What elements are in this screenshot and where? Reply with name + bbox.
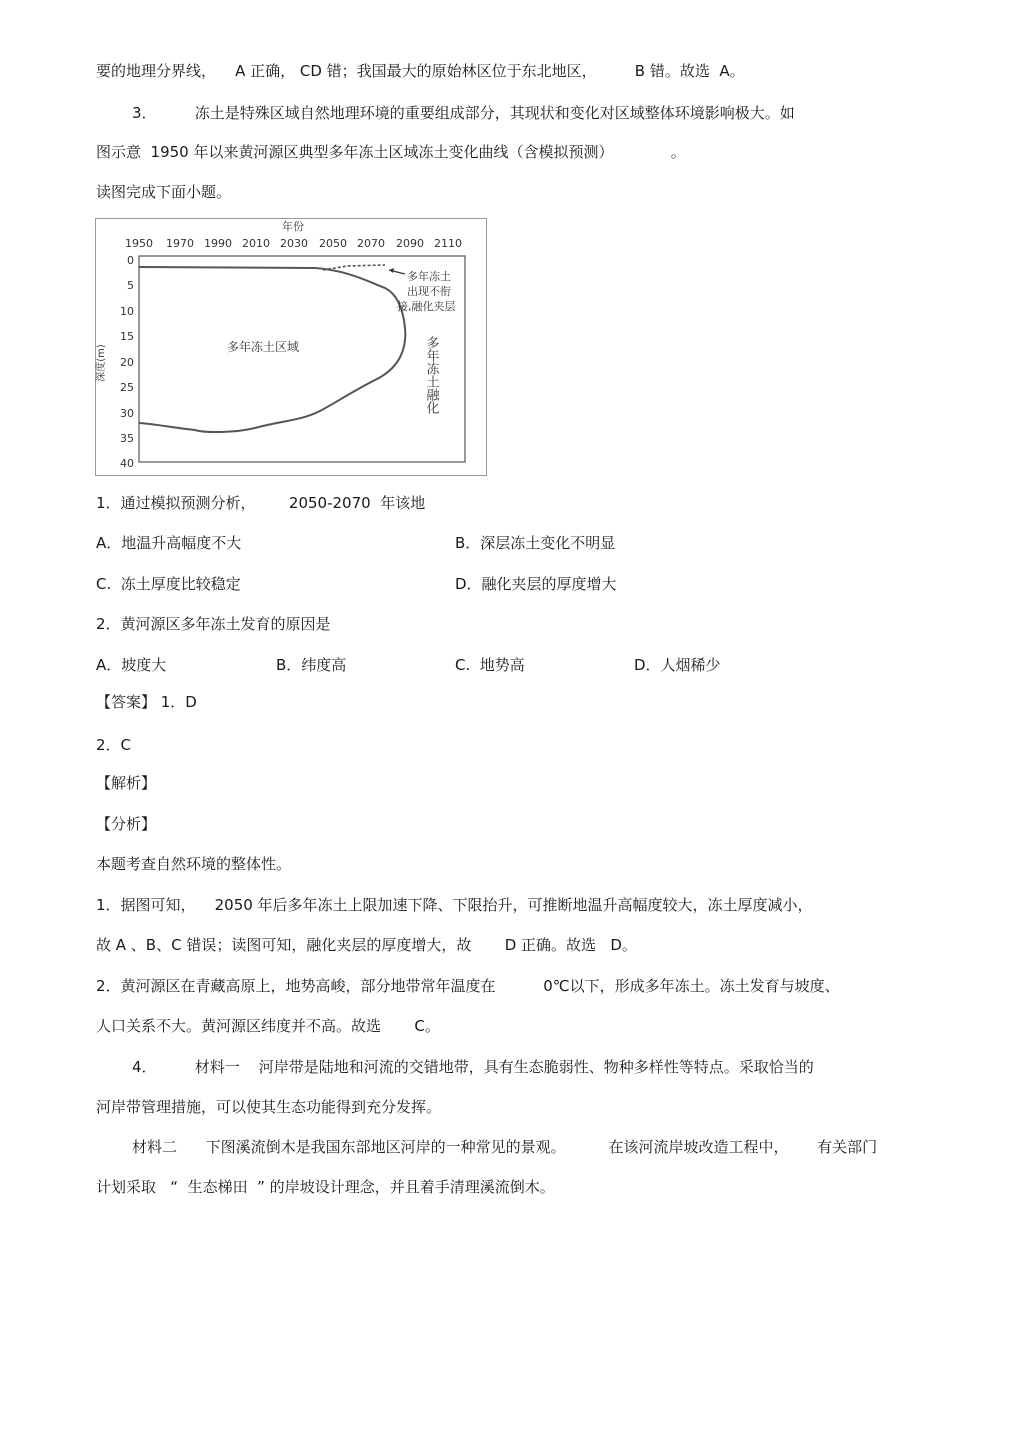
y-axis-title: 深度(m)	[96, 344, 107, 382]
x-tick: 2030	[280, 237, 308, 250]
answer-heading: 【答案】 1．D	[96, 693, 197, 711]
analysis-text: 本题考查自然环境的整体性。	[96, 855, 292, 873]
answer-2: 2．C	[96, 736, 132, 754]
vertical-label: 多年冻土融化	[423, 336, 439, 414]
option-1b: B．深层冻土变化不明显	[455, 534, 616, 552]
option-2a: A．坡度大	[96, 656, 167, 674]
y-tick: 0	[127, 254, 134, 267]
x-tick: 1950	[125, 237, 153, 250]
sub-question-2: 2．黄河源区多年冻土发育的原因是	[96, 615, 331, 633]
analysis-2-line-1: 2．黄河源区在青藏高原上，地势高峻，部分地带常年温度在 0℃以下，形成多年冻土。冻土发育与坡度、	[96, 977, 840, 995]
y-tick: 15	[120, 330, 134, 343]
x-tick: 2070	[357, 237, 385, 250]
y-tick: 5	[127, 279, 134, 292]
option-2d: D．人烟稀少	[634, 656, 721, 674]
sub-question-1: 1．通过模拟预测分析， 2050-2070 年该地	[96, 494, 426, 512]
annotation-line-1: 多年冻土	[407, 270, 451, 283]
x-tick: 2090	[396, 237, 424, 250]
analysis-2-line-2: 人口关系不大。黄河源区纬度并不高。故选 C。	[96, 1017, 440, 1035]
question-4: 4． 材料一 河岸带是陆地和河流的交错地带，具有生态脆弱性、物种多样性等特点。采取恰当的	[132, 1058, 814, 1076]
x-tick: 2110	[434, 237, 462, 250]
y-tick: 35	[120, 432, 134, 445]
text-line-1: 要的地理分界线， A 正确， CD 错；我国最大的原始林区位于东北地区， B 错。故选 A。	[96, 62, 745, 80]
annotation-line-2: 出现不衔	[407, 285, 451, 298]
material-2: 材料二 下图溪流倒木是我国东部地区河岸的一种常见的景观。 在该河流岸坡改造工程中， 有关部门	[132, 1138, 878, 1156]
analysis-heading: 【分析】	[96, 815, 157, 833]
x-axis-title: 年份	[282, 220, 304, 233]
y-tick: 40	[120, 457, 134, 470]
y-tick: 25	[120, 381, 134, 394]
option-2b: B．纬度高	[276, 656, 347, 674]
region-label: 多年冻土区域	[226, 340, 300, 354]
question-4-line-2: 河岸带管理措施，可以使其生态功能得到充分发挥。	[96, 1098, 442, 1116]
option-2c: C. 地势高	[455, 656, 525, 674]
question-3: 3． 冻土是特殊区域自然地理环境的重要组成部分，其现状和变化对区域整体环境影响极大。如	[132, 104, 795, 122]
x-tick: 2010	[242, 237, 270, 250]
explanation-heading: 【解析】	[96, 774, 157, 792]
y-tick: 30	[120, 407, 134, 420]
annotation-line-3: 接,融化夹层	[397, 300, 456, 313]
option-1c: C. 冻土厚度比较稳定	[96, 575, 241, 593]
analysis-1-line-2: 故 A 、B、C 错误；读图可知，融化夹层的厚度增大，故 D 正确。故选 D。	[96, 936, 637, 954]
x-tick: 1970	[166, 237, 194, 250]
x-tick: 1990	[204, 237, 232, 250]
text-line-4: 读图完成下面小题。	[96, 183, 232, 201]
option-1a: A．地温升高幅度不大	[96, 534, 242, 552]
permafrost-figure	[95, 218, 487, 476]
y-tick: 10	[120, 305, 134, 318]
x-tick: 2050	[319, 237, 347, 250]
analysis-1-line-1: 1．据图可知， 2050 年后多年冻土上限加速下降、下限抬升，可推断地温升高幅度较大，冻土厚度减小，	[96, 896, 813, 914]
y-tick: 20	[120, 356, 134, 369]
option-1d: D．融化夹层的厚度增大	[455, 575, 617, 593]
text-line-3: 图示意 1950 年以来黄河源区典型多年冻土区域冻土变化曲线（含模拟预测） 。	[96, 143, 686, 161]
material-2-line-2: 计划采取 “ 生态梯田 ” 的岸坡设计理念，并且着手清理溪流倒木。	[96, 1178, 555, 1196]
